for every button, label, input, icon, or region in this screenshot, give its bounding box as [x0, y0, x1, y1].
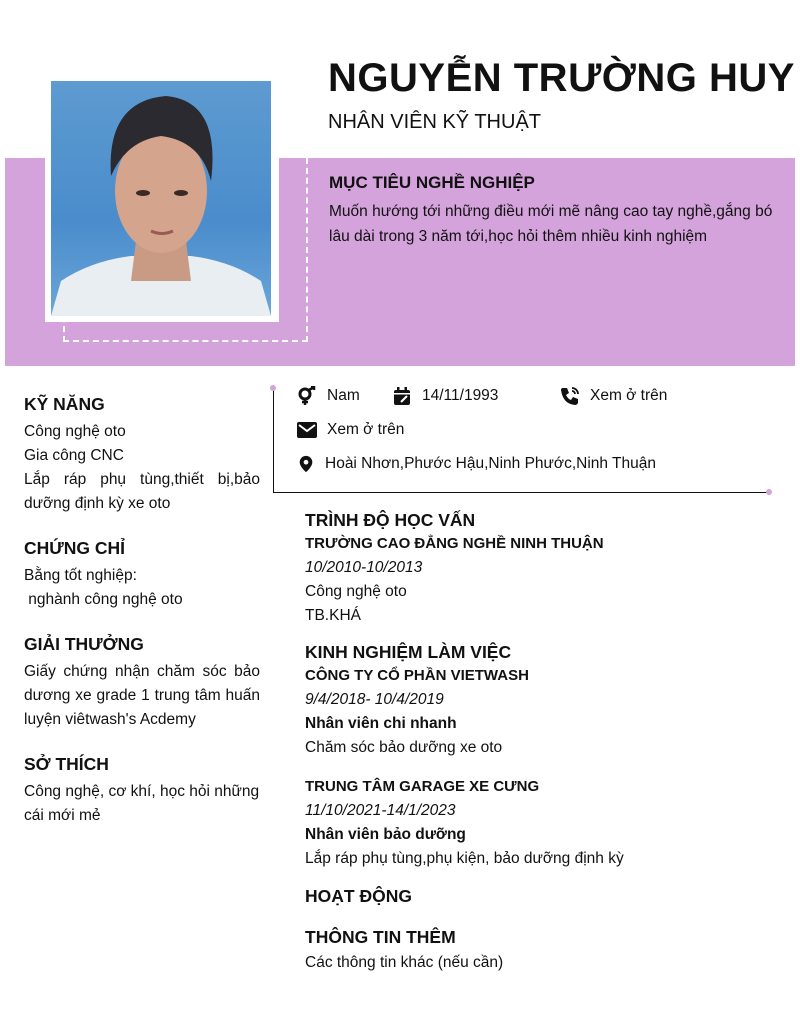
birthday-value: 14/11/1993	[422, 387, 499, 404]
certificate-line: nghành công nghệ oto	[24, 591, 183, 608]
job-description: Lắp ráp phụ tùng,phụ kiện, bảo dưỡng định kỳ	[305, 850, 624, 867]
right-column	[305, 508, 785, 975]
candidate-name: NGUYỄN TRƯỜNG HUY	[328, 56, 795, 100]
skills-heading: KỸ NĂNG	[24, 394, 105, 414]
skill-item: Công nghệ oto	[24, 423, 126, 440]
hobbies-heading: SỞ THÍCH	[24, 754, 109, 774]
objective-text: Muốn hướng tới những điều mới mẽ nâng cao tay nghề,gắng bó lâu dài trong 3 năm tới,học hỏi thêm nhiều kinh nghiệm	[329, 203, 773, 245]
skill-item: Lắp ráp phụ tùng,thiết bị,bảo dưỡng định kỳ xe oto	[24, 471, 260, 512]
more-info-text: Các thông tin khác (nếu cần)	[305, 954, 504, 971]
job-entry	[305, 664, 785, 760]
education-major: Công nghệ oto	[305, 583, 407, 600]
job-title: NHÂN VIÊN KỸ THUẬT	[328, 111, 541, 133]
email-value: Xem ở trên	[327, 421, 405, 438]
hobbies-section	[24, 752, 260, 828]
awards-heading: GIẢI THƯỞNG	[24, 634, 144, 654]
divider-vertical	[273, 388, 274, 492]
phone-value: Xem ở trên	[590, 387, 668, 404]
objective-heading: MỤC TIÊU NGHỀ NGHIỆP	[329, 173, 535, 192]
left-column	[24, 392, 260, 848]
phone-info	[560, 386, 667, 406]
awards-text: Giấy chứng nhận chăm sóc bảo dương xe grade 1 trung tâm huấn luyện viêtwash's Acdemy	[24, 663, 260, 728]
education-grade: TB.KHÁ	[305, 607, 361, 624]
job-position: Nhân viên chi nhanh	[305, 715, 457, 732]
divider-dot	[766, 489, 772, 495]
hobbies-text: Công nghệ, cơ khí, học hỏi những cái mới mẻ	[24, 783, 260, 824]
gender-info	[297, 386, 360, 406]
certificates-heading: CHỨNG CHỈ	[24, 538, 126, 558]
job-period: 11/10/2021-14/1/2023	[305, 802, 456, 819]
divider-horizontal	[273, 492, 769, 493]
phone-icon	[560, 386, 580, 406]
certificates-section	[24, 536, 260, 612]
gender-value: Nam	[327, 387, 360, 404]
address-value: Hoài Nhơn,Phước Hậu,Ninh Phước,Ninh Thuận	[325, 455, 656, 472]
skill-item: Gia công CNC	[24, 447, 124, 464]
job-description: Chăm sóc bảo dưỡng xe oto	[305, 739, 503, 756]
calendar-icon	[392, 386, 412, 406]
envelope-icon	[297, 420, 317, 440]
address-info	[297, 454, 656, 474]
education-heading: TRÌNH ĐỘ HỌC VẤN	[305, 510, 476, 530]
company-name: TRUNG TÂM GARAGE XE CƯNG	[305, 778, 540, 795]
job-entry	[305, 775, 785, 871]
job-position: Nhân viên bảo dưỡng	[305, 826, 466, 843]
skills-section	[24, 392, 260, 516]
company-name: CÔNG TY CỔ PHẦN VIETWASH	[305, 667, 529, 684]
activities-heading: HOẠT ĐỘNG	[305, 886, 412, 906]
certificate-line: Bằng tốt nghiệp:	[24, 567, 137, 584]
job-period: 9/4/2018- 10/4/2019	[305, 691, 444, 708]
divider-dot	[270, 385, 276, 391]
school-name: TRƯỜNG CAO ĐẲNG NGHỀ NINH THUẬN	[305, 535, 604, 552]
email-info	[297, 420, 404, 440]
education-period: 10/2010-10/2013	[305, 559, 423, 576]
more-info-heading: THÔNG TIN THÊM	[305, 927, 456, 947]
birthday-info	[392, 386, 498, 406]
location-pin-icon	[297, 454, 315, 474]
gender-icon	[297, 386, 317, 406]
awards-section	[24, 632, 260, 732]
experience-heading: KINH NGHIỆM LÀM VIỆC	[305, 642, 512, 662]
profile-photo	[51, 81, 271, 316]
